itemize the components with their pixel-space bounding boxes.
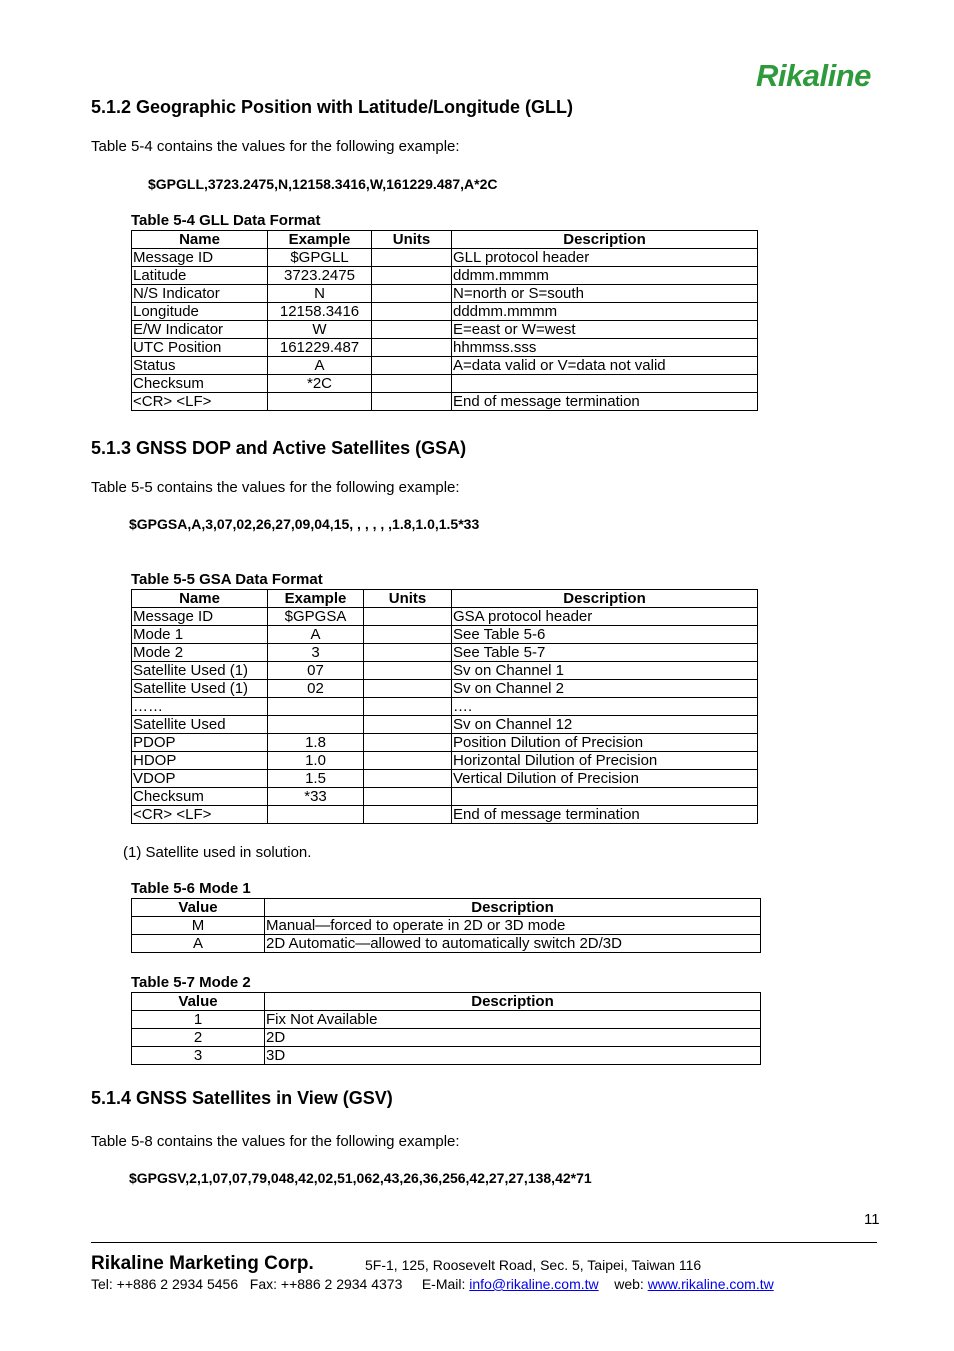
table-cell: ……: [132, 698, 268, 716]
table-cell: Longitude: [132, 303, 268, 321]
table-row: [132, 1011, 761, 1029]
table-row: [132, 734, 758, 752]
table-row: [132, 626, 758, 644]
table-row: [132, 662, 758, 680]
table-cell: [452, 788, 758, 806]
table-header-row: [132, 231, 758, 249]
section-heading-gll: 5.1.2 Geographic Position with Latitude/Longitude (GLL): [91, 97, 574, 117]
table-cell: Horizontal Dilution of Precision: [452, 752, 758, 770]
table-row: [132, 644, 758, 662]
table-cell: End of message termination: [452, 806, 758, 824]
table-cell: Manual—forced to operate in 2D or 3D mode: [265, 917, 761, 935]
table-cell: ddmm.mmmm: [452, 267, 758, 285]
table-cell: [268, 393, 372, 411]
table-cell: 1.8: [268, 734, 364, 752]
table-cell: [268, 716, 364, 734]
table-cell: *33: [268, 788, 364, 806]
table-row: [132, 303, 758, 321]
table-cell: hhmmss.sss: [452, 339, 758, 357]
table-cell: [364, 716, 452, 734]
table-cell: [452, 375, 758, 393]
table-cell: [364, 608, 452, 626]
column-header: Description: [265, 899, 761, 917]
table-cell: Satellite Used (1): [132, 680, 268, 698]
footer-divider: [91, 1242, 877, 1243]
rikaline-logo: Rikaline: [756, 58, 871, 93]
table-cell: End of message termination: [452, 393, 758, 411]
table-row: [132, 339, 758, 357]
footer-contact: [91, 1276, 774, 1292]
table-cell: 161229.487: [268, 339, 372, 357]
table-cell: [364, 788, 452, 806]
column-header: Description: [265, 993, 761, 1011]
table-row: [132, 680, 758, 698]
table-cell: [364, 752, 452, 770]
page-number: 11: [864, 1211, 880, 1228]
table-cell: N: [268, 285, 372, 303]
table-cell: 12158.3416: [268, 303, 372, 321]
table-cell: 3723.2475: [268, 267, 372, 285]
table-row: [132, 321, 758, 339]
table-row: [132, 788, 758, 806]
table-cell: ….: [452, 698, 758, 716]
column-header: Value: [132, 899, 265, 917]
table-cell: 1.5: [268, 770, 364, 788]
table-cell: Sv on Channel 1: [452, 662, 758, 680]
table-row: [132, 770, 758, 788]
table-cell: *2C: [268, 375, 372, 393]
table-row: [132, 917, 761, 935]
table-cell: [372, 249, 452, 267]
table-cell: [372, 285, 452, 303]
column-header: Units: [364, 590, 452, 608]
table-row: [132, 752, 758, 770]
table-cell: A: [268, 626, 364, 644]
table-cell: GLL protocol header: [452, 249, 758, 267]
table-cell: 3: [132, 1047, 265, 1065]
table-header-row: [132, 590, 758, 608]
table-cell: [364, 734, 452, 752]
table-row: [132, 393, 758, 411]
table-cell: [364, 644, 452, 662]
footer-address: 5F-1, 125, Roosevelt Road, Sec. 5, Taipei, Taiwan 116: [365, 1257, 702, 1273]
gll-table-caption: Table 5-4 GLL Data Format: [131, 212, 321, 229]
table-cell: W: [268, 321, 372, 339]
table-row: [132, 267, 758, 285]
table-cell: VDOP: [132, 770, 268, 788]
table-cell: [268, 806, 364, 824]
table-cell: [364, 626, 452, 644]
table-cell: Latitude: [132, 267, 268, 285]
table-row: [132, 608, 758, 626]
table-cell: PDOP: [132, 734, 268, 752]
gll-intro: Table 5-4 contains the values for the following example:: [91, 138, 460, 155]
column-header: Units: [372, 231, 452, 249]
table-cell: 07: [268, 662, 364, 680]
gsa-footnote: (1) Satellite used in solution.: [123, 844, 312, 861]
table-cell: N=north or S=south: [452, 285, 758, 303]
table-row: [132, 935, 761, 953]
table-cell: E=east or W=west: [452, 321, 758, 339]
table-cell: Mode 1: [132, 626, 268, 644]
table-row: [132, 806, 758, 824]
table-cell: A: [132, 935, 265, 953]
table-cell: See Table 5-6: [452, 626, 758, 644]
gll-data-table: [131, 230, 758, 411]
gsv-intro: Table 5-8 contains the values for the following example:: [91, 1133, 460, 1150]
table-row: [132, 1047, 761, 1065]
mode2-table-caption: Table 5-7 Mode 2: [131, 974, 251, 991]
table-cell: Sv on Channel 12: [452, 716, 758, 734]
table-cell: E/W Indicator: [132, 321, 268, 339]
table-cell: Checksum: [132, 375, 268, 393]
gsa-example-sentence: $GPGSA,A,3,07,02,26,27,09,04,15, , , , , ,1.8,1.0,1.5*33: [129, 516, 480, 532]
footer-web-label: web:: [598, 1276, 648, 1292]
mode1-table: [131, 898, 761, 953]
table-row: [132, 698, 758, 716]
table-cell: 1: [132, 1011, 265, 1029]
table-cell: Position Dilution of Precision: [452, 734, 758, 752]
table-cell: 3: [268, 644, 364, 662]
table-cell: <CR> <LF>: [132, 393, 268, 411]
column-header: Example: [268, 590, 364, 608]
table-cell: GSA protocol header: [452, 608, 758, 626]
table-cell: Sv on Channel 2: [452, 680, 758, 698]
table-cell: [372, 303, 452, 321]
table-cell: [372, 267, 452, 285]
table-cell: 1.0: [268, 752, 364, 770]
table-row: [132, 285, 758, 303]
table-cell: Message ID: [132, 608, 268, 626]
table-cell: Checksum: [132, 788, 268, 806]
footer-tel-fax: Tel: ++886 2 2934 5456 Fax: ++886 2 2934 4373 E-Mail:: [91, 1276, 470, 1292]
table-cell: Mode 2: [132, 644, 268, 662]
table-row: [132, 357, 758, 375]
table-cell: [372, 393, 452, 411]
table-cell: [364, 680, 452, 698]
section-heading-gsa: 5.1.3 GNSS DOP and Active Satellites (GSA): [91, 438, 467, 458]
table-cell: Satellite Used: [132, 716, 268, 734]
table-cell: [372, 321, 452, 339]
table-cell: Vertical Dilution of Precision: [452, 770, 758, 788]
gll-example-sentence: $GPGLL,3723.2475,N,12158.3416,W,161229.487,A*2C: [148, 176, 498, 192]
table-cell: [372, 357, 452, 375]
table-cell: [364, 662, 452, 680]
table-row: [132, 375, 758, 393]
mode1-table-caption: Table 5-6 Mode 1: [131, 880, 251, 897]
table-cell: [372, 339, 452, 357]
table-cell: 3D: [265, 1047, 761, 1065]
footer-email-link[interactable]: info@rikaline.com.tw: [469, 1276, 599, 1292]
gsv-example-sentence: $GPGSV,2,1,07,07,79,048,42,02,51,062,43,26,36,256,42,27,27,138,42*71: [129, 1170, 592, 1186]
table-cell: N/S Indicator: [132, 285, 268, 303]
column-header: Name: [132, 231, 268, 249]
table-cell: A: [268, 357, 372, 375]
table-cell: Status: [132, 357, 268, 375]
gsa-table-caption: Table 5-5 GSA Data Format: [131, 571, 323, 588]
table-row: [132, 716, 758, 734]
footer-web-link[interactable]: www.rikaline.com.tw: [647, 1276, 774, 1292]
table-cell: $GPGSA: [268, 608, 364, 626]
footer-company: Rikaline Marketing Corp.: [91, 1253, 314, 1274]
table-cell: M: [132, 917, 265, 935]
column-header: Example: [268, 231, 372, 249]
table-header-row: [132, 899, 761, 917]
table-header-row: [132, 993, 761, 1011]
table-cell: [364, 698, 452, 716]
table-cell: [268, 698, 364, 716]
table-cell: [372, 375, 452, 393]
section-heading-gsv: 5.1.4 GNSS Satellites in View (GSV): [91, 1088, 393, 1108]
table-cell: 2D: [265, 1029, 761, 1047]
table-row: [132, 249, 758, 267]
mode2-table: [131, 992, 761, 1065]
table-cell: A=data valid or V=data not valid: [452, 357, 758, 375]
table-cell: $GPGLL: [268, 249, 372, 267]
table-cell: Satellite Used (1): [132, 662, 268, 680]
table-cell: [364, 770, 452, 788]
table-cell: UTC Position: [132, 339, 268, 357]
column-header: Value: [132, 993, 265, 1011]
table-cell: 02: [268, 680, 364, 698]
gsa-intro: Table 5-5 contains the values for the following example:: [91, 479, 460, 496]
column-header: Description: [452, 590, 758, 608]
column-header: Name: [132, 590, 268, 608]
table-cell: HDOP: [132, 752, 268, 770]
table-cell: dddmm.mmmm: [452, 303, 758, 321]
table-cell: Message ID: [132, 249, 268, 267]
table-cell: 2D Automatic—allowed to automatically switch 2D/3D: [265, 935, 761, 953]
table-row: [132, 1029, 761, 1047]
table-cell: See Table 5-7: [452, 644, 758, 662]
gsa-data-table: [131, 589, 758, 824]
table-cell: 2: [132, 1029, 265, 1047]
table-cell: Fix Not Available: [265, 1011, 761, 1029]
column-header: Description: [452, 231, 758, 249]
table-cell: [364, 806, 452, 824]
table-cell: <CR> <LF>: [132, 806, 268, 824]
